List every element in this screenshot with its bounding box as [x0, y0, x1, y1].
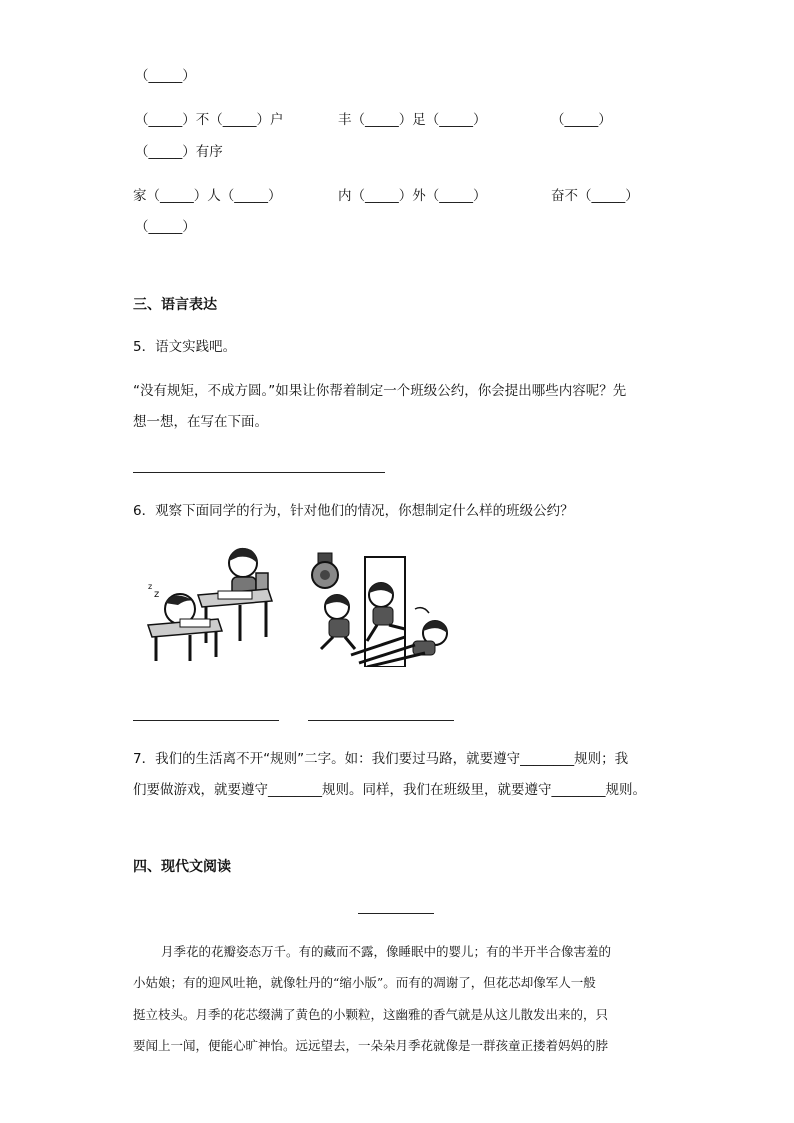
passage-line-3: 挺立枝头。月季的花芯缀满了黄色的小颗粒，这幽雅的香气就是从这儿散发出来的，只 — [133, 1007, 609, 1022]
running-students-illustration — [305, 545, 465, 667]
answer-line-q6-right — [308, 720, 454, 721]
blank-row-0: （_____） — [135, 68, 196, 84]
blank-item-1a: （_____）不（_____）户 — [135, 112, 284, 128]
blank-item-2a: 家（_____）人（_____） — [133, 188, 282, 204]
passage-line-1: 月季花的花瓣姿态万千。有的藏而不露，像睡眠中的婴儿；有的半开半合像害羞的 — [161, 944, 612, 959]
question-7-line-1: 7．我们的生活离不开“规则”二字。如：我们要过马路，就要遵守________规则；我 — [133, 751, 629, 767]
blank-item-1b: 丰（_____）足（_____） — [338, 112, 487, 128]
passage-title-blank-line — [358, 913, 434, 914]
passage-line-2: 小姑娘；有的迎风吐艳，就像牡丹的“缩小版”。而有的凋谢了，但花芯却像军人一般 — [133, 975, 596, 990]
section-3-heading: 三、语言表达 — [133, 297, 217, 313]
blank-item-1c: （_____） — [551, 112, 612, 128]
blank-item-1d: （_____）有序 — [135, 144, 223, 160]
svg-text:z: z — [154, 589, 160, 600]
question-5-title: 5．语文实践吧。 — [133, 339, 237, 355]
question-5-text-line-2: 想一想，在写在下面。 — [133, 414, 268, 430]
section-4-heading: 四、现代文阅读 — [133, 859, 231, 875]
answer-line-q6-left — [133, 720, 279, 721]
question-7-line-2: 们要做游戏，就要遵守________规则。同样，我们在班级里，就要遵守________规则。 — [133, 782, 646, 798]
blank-item-2b: 内（_____）外（_____） — [338, 188, 487, 204]
sleeping-student-illustration — [140, 543, 275, 663]
question-6-title: 6．观察下面同学的行为，针对他们的情况，你想制定什么样的班级公约？ — [133, 503, 574, 519]
passage-line-4: 要闻上一闻，便能心旷神怡。远远望去，一朵朵月季花就像是一群孩童正搂着妈妈的脖 — [133, 1038, 609, 1053]
blank-item-2d: （_____） — [135, 219, 196, 235]
answer-line-q5 — [133, 472, 385, 473]
question-5-text-line-1: “没有规矩，不成方圆。”如果让你帮着制定一个班级公约，你会提出哪些内容呢？先 — [133, 383, 627, 399]
blank-item-2c: 奋不（_____） — [551, 188, 639, 204]
svg-text:z: z — [148, 582, 153, 591]
